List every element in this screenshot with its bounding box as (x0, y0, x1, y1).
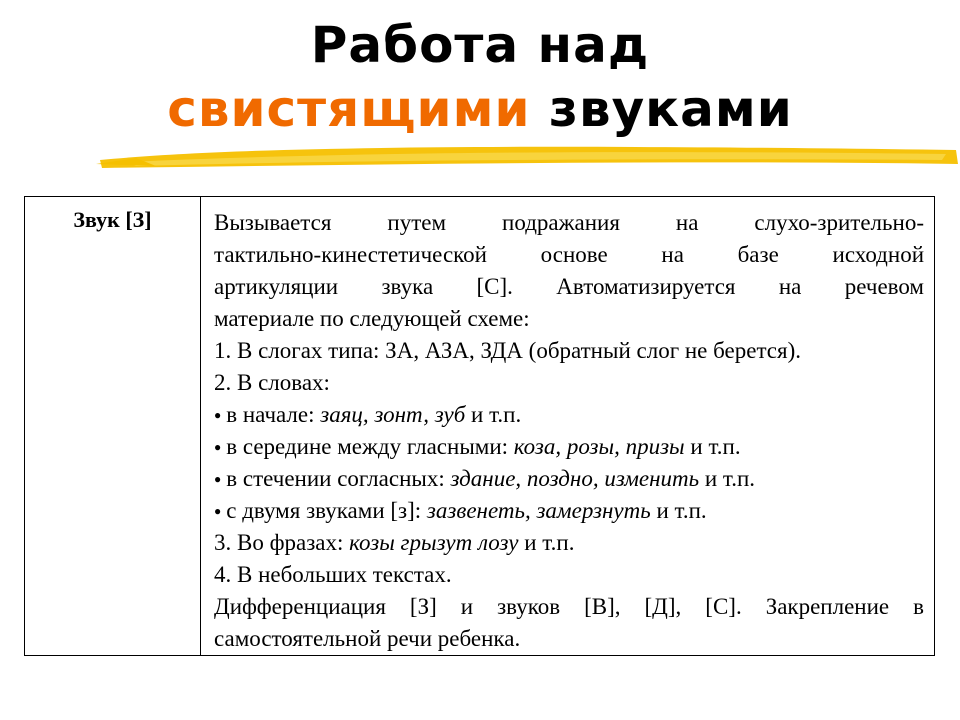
bullet-double-label: с двумя звуками [з]: (226, 498, 427, 523)
intro-line-4: материале по следующей схеме: (214, 306, 530, 331)
title-rest-word: звуками (530, 80, 793, 138)
bullet-middle-tail: и т.п. (684, 434, 741, 459)
description-cell (201, 197, 935, 656)
title-line-1: Работа над (310, 16, 650, 74)
bullet-cluster-tail: и т.п. (699, 466, 756, 491)
step-3-label: 3. Во фразах: (214, 530, 350, 555)
bullet-start-label: в начале: (226, 402, 321, 427)
step-1: 1. В слогах типа: ЗА, АЗА, ЗДА (обратный слог не берется). (214, 338, 801, 363)
step-3 (214, 527, 924, 559)
title-line-2 (0, 78, 960, 140)
intro-line-1: Вызывается путем подражания на слухо-зрительно- (214, 210, 924, 235)
bullet-middle (214, 431, 924, 463)
step-2: 2. В словах: (214, 370, 330, 395)
intro-line-2: тактильно-кинестетической основе на базе исходной (214, 242, 924, 267)
bullet-cluster-examples: здание, поздно, изменить (450, 466, 700, 491)
diff-line-2: самостоятельной речи ребенка. (214, 626, 521, 651)
bullet-middle-examples: коза, розы, призы (513, 434, 685, 459)
bullet-double (214, 495, 924, 527)
bullet-cluster-label: в стечении согласных: (226, 466, 451, 491)
bullet-double-tail: и т.п. (650, 498, 707, 523)
diff-line-1: Дифференциация [З] и звуков [В], [Д], [С]. Закрепление в (214, 594, 924, 619)
title-accent-word: свистящими (167, 80, 531, 138)
bullet-start-tail: и т.п. (465, 402, 522, 427)
sound-label-cell (25, 197, 201, 656)
bullet-start-examples: заяц, зонт, зуб (320, 402, 466, 427)
bullet-double-examples: зазвенеть, замерзнуть (426, 498, 651, 523)
brush-stroke-underline (96, 138, 960, 178)
intro-line-3: артикуляции звука [С]. Автоматизируется на речевом (214, 274, 924, 299)
step-4: 4. В небольших текстах. (214, 562, 452, 587)
bullet-cluster (214, 463, 924, 495)
sound-label: Звук [З] (73, 207, 152, 232)
sound-table (24, 196, 935, 656)
step-3-examples: козы грызут лозу (349, 530, 519, 555)
bullet-middle-label: в середине между гласными: (226, 434, 514, 459)
bullet-start (214, 399, 924, 431)
step-3-tail: и т.п. (518, 530, 575, 555)
